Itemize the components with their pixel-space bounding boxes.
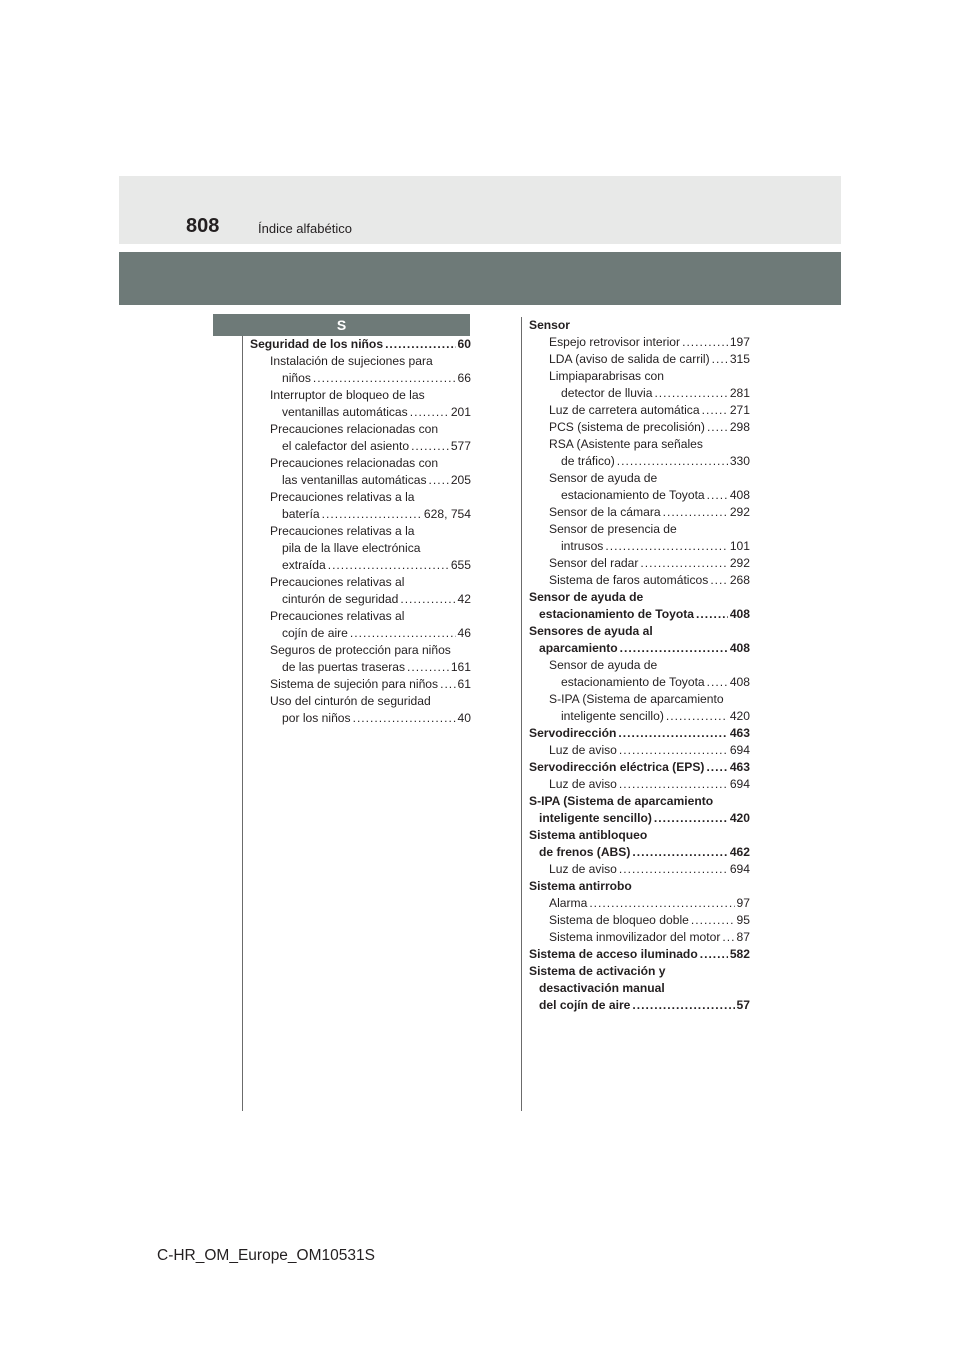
dot-leader	[712, 351, 728, 368]
index-entry	[529, 589, 750, 623]
index-entry	[250, 676, 471, 693]
page-reference: 463	[729, 760, 750, 774]
index-entry-line	[529, 521, 750, 538]
index-term: aparcamiento	[539, 641, 618, 655]
index-entry-line	[529, 776, 750, 793]
page-reference: 268	[729, 573, 750, 587]
page-reference: 582	[729, 947, 750, 961]
index-entry	[529, 402, 750, 419]
dot-leader	[654, 810, 728, 827]
index-term: Espejo retrovisor interior	[549, 335, 681, 349]
index-term: inteligente sencillo)	[539, 811, 652, 825]
index-entry-line	[529, 929, 750, 946]
index-entry	[529, 929, 750, 946]
index-term: S-IPA (Sistema de aparcamiento	[549, 692, 724, 706]
dot-leader	[619, 742, 728, 759]
index-entry-line	[250, 489, 471, 506]
index-term: RSA (Asistente para señales	[549, 437, 703, 451]
index-entry-line	[529, 793, 750, 810]
index-entry-line	[529, 640, 750, 657]
page-reference: 694	[729, 862, 750, 876]
index-entry	[250, 353, 471, 387]
index-entry	[250, 693, 471, 727]
index-entry-line	[529, 351, 750, 368]
page-reference: 694	[729, 743, 750, 757]
dot-leader	[710, 572, 728, 589]
index-entry-line	[529, 691, 750, 708]
page-reference: 315	[729, 352, 750, 366]
dot-leader	[707, 487, 728, 504]
index-term: intrusos	[561, 539, 604, 553]
index-entry-line	[529, 725, 750, 742]
index-term: Sistema de activación y	[529, 964, 666, 978]
index-term: de las puertas traseras	[282, 660, 406, 674]
index-entry-line	[529, 317, 750, 334]
dot-leader	[632, 997, 734, 1014]
index-entry-line	[529, 334, 750, 351]
page-reference: 101	[729, 539, 750, 553]
index-term: PCS (sistema de precolisión)	[549, 420, 705, 434]
index-entry	[529, 572, 750, 589]
index-entry-line	[250, 693, 471, 710]
index-entry-line	[250, 421, 471, 438]
index-term: Limpiaparabrisas con	[549, 369, 664, 383]
index-entry-line	[529, 487, 750, 504]
index-entry-line	[529, 810, 750, 827]
index-entry	[529, 725, 750, 742]
index-entry-line	[250, 472, 471, 489]
index-term: Servodirección eléctrica (EPS)	[529, 760, 705, 774]
index-entry	[529, 334, 750, 351]
index-term: Sistema de bloqueo doble	[549, 913, 689, 927]
index-entry-line	[529, 861, 750, 878]
page-reference: 87	[736, 930, 750, 944]
page-reference: 408	[729, 641, 750, 655]
index-term: Interruptor de bloqueo de las	[270, 388, 425, 402]
index-term: cojín de aire	[282, 626, 348, 640]
index-term: Sistema antirrobo	[529, 879, 632, 893]
index-term: ventanillas automáticas	[282, 405, 408, 419]
index-entry-line	[529, 657, 750, 674]
index-entry-line	[250, 625, 471, 642]
index-entry	[529, 827, 750, 861]
dot-leader	[618, 725, 727, 742]
dot-leader	[640, 555, 727, 572]
index-entry-line	[250, 523, 471, 540]
index-term: Precauciones relativas a la	[270, 490, 415, 504]
left-column-rule	[242, 336, 243, 1111]
index-term: Sistema inmovilizador del motor	[549, 930, 721, 944]
dot-leader	[429, 472, 449, 489]
index-entry	[529, 351, 750, 368]
page-reference: 40	[457, 711, 471, 725]
index-entry-line	[250, 676, 471, 693]
index-entry-line	[529, 827, 750, 844]
index-entry-line	[250, 574, 471, 591]
index-entry	[529, 691, 750, 725]
index-entry-line	[529, 878, 750, 895]
index-entry	[529, 436, 750, 470]
page-reference: 463	[729, 726, 750, 740]
page-reference: 330	[729, 454, 750, 468]
index-entry-line	[250, 455, 471, 472]
dot-leader	[707, 674, 728, 691]
page-reference: 408	[729, 607, 750, 621]
index-term: el calefactor del asiento	[282, 439, 410, 453]
index-term: niños	[282, 371, 311, 385]
index-term: Precauciones relativas a la	[270, 524, 415, 538]
document-id-footer: C-HR_OM_Europe_OM10531S	[157, 1247, 375, 1264]
index-term: LDA (aviso de salida de carril)	[549, 352, 710, 366]
index-entry-line	[529, 742, 750, 759]
index-entry-line	[529, 453, 750, 470]
index-term: Precauciones relacionadas con	[270, 456, 439, 470]
section-title: Índice alfabético	[258, 221, 352, 236]
index-entry	[250, 421, 471, 455]
index-entry-line	[529, 963, 750, 980]
index-term: Sensor de presencia de	[549, 522, 677, 536]
index-term: desactivación manual	[539, 981, 665, 995]
index-column-left	[250, 336, 471, 727]
index-term: Sensor de ayuda de	[549, 658, 658, 672]
index-entry-line	[250, 336, 471, 353]
index-entry-line	[529, 912, 750, 929]
dot-leader	[411, 438, 449, 455]
page-reference: 61	[457, 677, 471, 691]
index-entry-line	[529, 708, 750, 725]
index-term: estacionamiento de Toyota	[539, 607, 695, 621]
index-term: estacionamiento de Toyota	[561, 675, 705, 689]
index-entry-line	[250, 557, 471, 574]
index-term: Luz de aviso	[549, 743, 617, 757]
index-entry-line	[250, 591, 471, 608]
dot-leader	[696, 606, 728, 623]
index-entry	[529, 861, 750, 878]
index-entry	[529, 368, 750, 402]
dot-leader	[707, 419, 728, 436]
index-term: de frenos (ABS)	[539, 845, 631, 859]
index-term: las ventanillas automáticas	[282, 473, 427, 487]
page-reference: 408	[729, 675, 750, 689]
index-entry-line	[250, 642, 471, 659]
index-term: Luz de carretera automática	[549, 403, 700, 417]
page-reference: 577	[450, 439, 471, 453]
page-reference: 197	[729, 335, 750, 349]
index-entry	[529, 963, 750, 1014]
dot-leader	[407, 659, 449, 676]
index-term: Uso del cinturón de seguridad	[270, 694, 431, 708]
index-entry	[529, 555, 750, 572]
index-column-right	[529, 317, 750, 1014]
index-term: Alarma	[549, 896, 588, 910]
index-term: del cojín de aire	[539, 998, 631, 1012]
dot-leader	[700, 946, 728, 963]
index-term: Sensor del radar	[549, 556, 639, 570]
index-term: detector de lluvia	[561, 386, 653, 400]
page-reference: 97	[736, 896, 750, 910]
index-term: Precauciones relativas al	[270, 575, 405, 589]
header-band	[119, 176, 841, 244]
index-entry-line	[250, 370, 471, 387]
index-term: pila de la llave electrónica	[282, 541, 421, 555]
page-reference: 628, 754	[423, 507, 471, 521]
dot-leader	[385, 336, 455, 353]
dot-leader	[605, 538, 727, 555]
index-term: Sensores de ayuda al	[529, 624, 653, 638]
index-entry-line	[250, 404, 471, 421]
index-entry-line	[250, 387, 471, 404]
index-term: extraída	[282, 558, 326, 572]
index-entry	[529, 878, 750, 895]
index-entry-line	[529, 759, 750, 776]
index-entry	[250, 642, 471, 676]
index-entry-line	[250, 438, 471, 455]
index-entry	[529, 776, 750, 793]
index-term: estacionamiento de Toyota	[561, 488, 705, 502]
index-entry	[529, 657, 750, 691]
dot-leader	[350, 625, 456, 642]
section-letter-tab: S	[213, 314, 470, 336]
index-term: Sensor de ayuda de	[529, 590, 644, 604]
index-entry	[529, 912, 750, 929]
index-entry	[529, 504, 750, 521]
index-entry-line	[529, 436, 750, 453]
page-reference: 201	[450, 405, 471, 419]
index-term: cinturón de seguridad	[282, 592, 399, 606]
index-term: Sensor de ayuda de	[549, 471, 658, 485]
dot-leader	[617, 453, 728, 470]
index-term: Sensor	[529, 318, 570, 332]
index-term: Instalación de sujeciones para	[270, 354, 433, 368]
index-entry-line	[529, 368, 750, 385]
index-term: Sistema de acceso iluminado	[529, 947, 698, 961]
page-reference: 205	[450, 473, 471, 487]
index-entry	[529, 317, 750, 334]
index-entry	[529, 521, 750, 555]
index-entry	[529, 759, 750, 776]
index-entry	[529, 623, 750, 657]
dot-leader	[620, 640, 728, 657]
index-entry-line	[250, 506, 471, 523]
index-term: Sistema de faros automáticos	[549, 573, 709, 587]
index-entry	[250, 489, 471, 523]
dot-leader	[654, 385, 727, 402]
dot-leader	[619, 861, 728, 878]
index-entry-line	[529, 572, 750, 589]
index-entry	[250, 387, 471, 421]
index-entry-line	[529, 844, 750, 861]
index-entry-line	[529, 606, 750, 623]
index-entry-line	[250, 659, 471, 676]
page-reference: 292	[729, 505, 750, 519]
dot-leader	[589, 895, 734, 912]
index-entry-line	[250, 608, 471, 625]
index-term: S-IPA (Sistema de aparcamiento	[529, 794, 714, 808]
header-dark-band	[119, 252, 841, 305]
index-entry-line	[250, 540, 471, 557]
index-term: Precauciones relacionadas con	[270, 422, 439, 436]
page-reference: 95	[736, 913, 750, 927]
dot-leader	[666, 708, 728, 725]
dot-leader	[353, 710, 456, 727]
index-entry-line	[529, 997, 750, 1014]
index-entry-line	[529, 980, 750, 997]
dot-leader	[706, 759, 727, 776]
page-reference: 298	[729, 420, 750, 434]
index-entry-line	[529, 946, 750, 963]
index-entry-line	[529, 385, 750, 402]
dot-leader	[400, 591, 455, 608]
index-entry-line	[529, 623, 750, 640]
index-term: Servodirección	[529, 726, 617, 740]
index-entry	[529, 895, 750, 912]
dot-leader	[663, 504, 728, 521]
index-entry-line	[529, 895, 750, 912]
index-term: Sensor de la cámara	[549, 505, 661, 519]
index-entry	[250, 336, 471, 353]
page-reference: 420	[729, 811, 750, 825]
page-reference: 694	[729, 777, 750, 791]
right-column-rule	[521, 317, 522, 1111]
index-entry-line	[529, 538, 750, 555]
index-entry-line	[529, 674, 750, 691]
page-reference: 420	[729, 709, 750, 723]
index-term: Precauciones relativas al	[270, 609, 405, 623]
index-entry	[529, 946, 750, 963]
dot-leader	[619, 776, 728, 793]
index-term: por los niños	[282, 711, 351, 725]
index-entry-line	[529, 419, 750, 436]
page-reference: 408	[729, 488, 750, 502]
page-reference: 161	[450, 660, 471, 674]
index-entry-line	[529, 555, 750, 572]
index-term: batería	[282, 507, 320, 521]
index-term: de tráfico)	[561, 454, 615, 468]
page-reference: 292	[729, 556, 750, 570]
index-entry-line	[250, 710, 471, 727]
page-reference: 66	[457, 371, 471, 385]
page-number: 808	[186, 215, 220, 237]
page-reference: 462	[729, 845, 750, 859]
index-entry-line	[529, 402, 750, 419]
page-reference: 42	[457, 592, 471, 606]
index-term: Seguros de protección para niños	[270, 643, 451, 657]
index-entry-line	[529, 589, 750, 606]
page-reference: 46	[457, 626, 471, 640]
index-entry	[529, 419, 750, 436]
dot-leader	[632, 844, 727, 861]
index-term: Luz de aviso	[549, 862, 617, 876]
dot-leader	[722, 929, 734, 946]
index-entry	[250, 574, 471, 608]
page-reference: 60	[457, 337, 471, 351]
dot-leader	[410, 404, 449, 421]
index-entry-line	[250, 353, 471, 370]
index-entry-line	[529, 504, 750, 521]
index-entry	[250, 608, 471, 642]
index-term: inteligente sencillo)	[561, 709, 664, 723]
dot-leader	[691, 912, 735, 929]
page-reference: 281	[729, 386, 750, 400]
index-term: Sistema de sujeción para niños	[270, 677, 439, 691]
page-reference: 271	[729, 403, 750, 417]
dot-leader	[313, 370, 456, 387]
index-entry	[529, 470, 750, 504]
page-reference: 655	[450, 558, 471, 572]
index-entry-line	[529, 470, 750, 487]
index-entry	[250, 523, 471, 574]
dot-leader	[702, 402, 728, 419]
dot-leader	[440, 676, 455, 693]
page-reference: 57	[736, 998, 750, 1012]
index-term: Sistema antibloqueo	[529, 828, 648, 842]
dot-leader	[322, 506, 422, 523]
index-term: Seguridad de los niños	[250, 337, 384, 351]
index-entry	[529, 793, 750, 827]
dot-leader	[328, 557, 449, 574]
dot-leader	[682, 334, 728, 351]
index-entry	[250, 455, 471, 489]
index-term: Luz de aviso	[549, 777, 617, 791]
index-entry	[529, 742, 750, 759]
